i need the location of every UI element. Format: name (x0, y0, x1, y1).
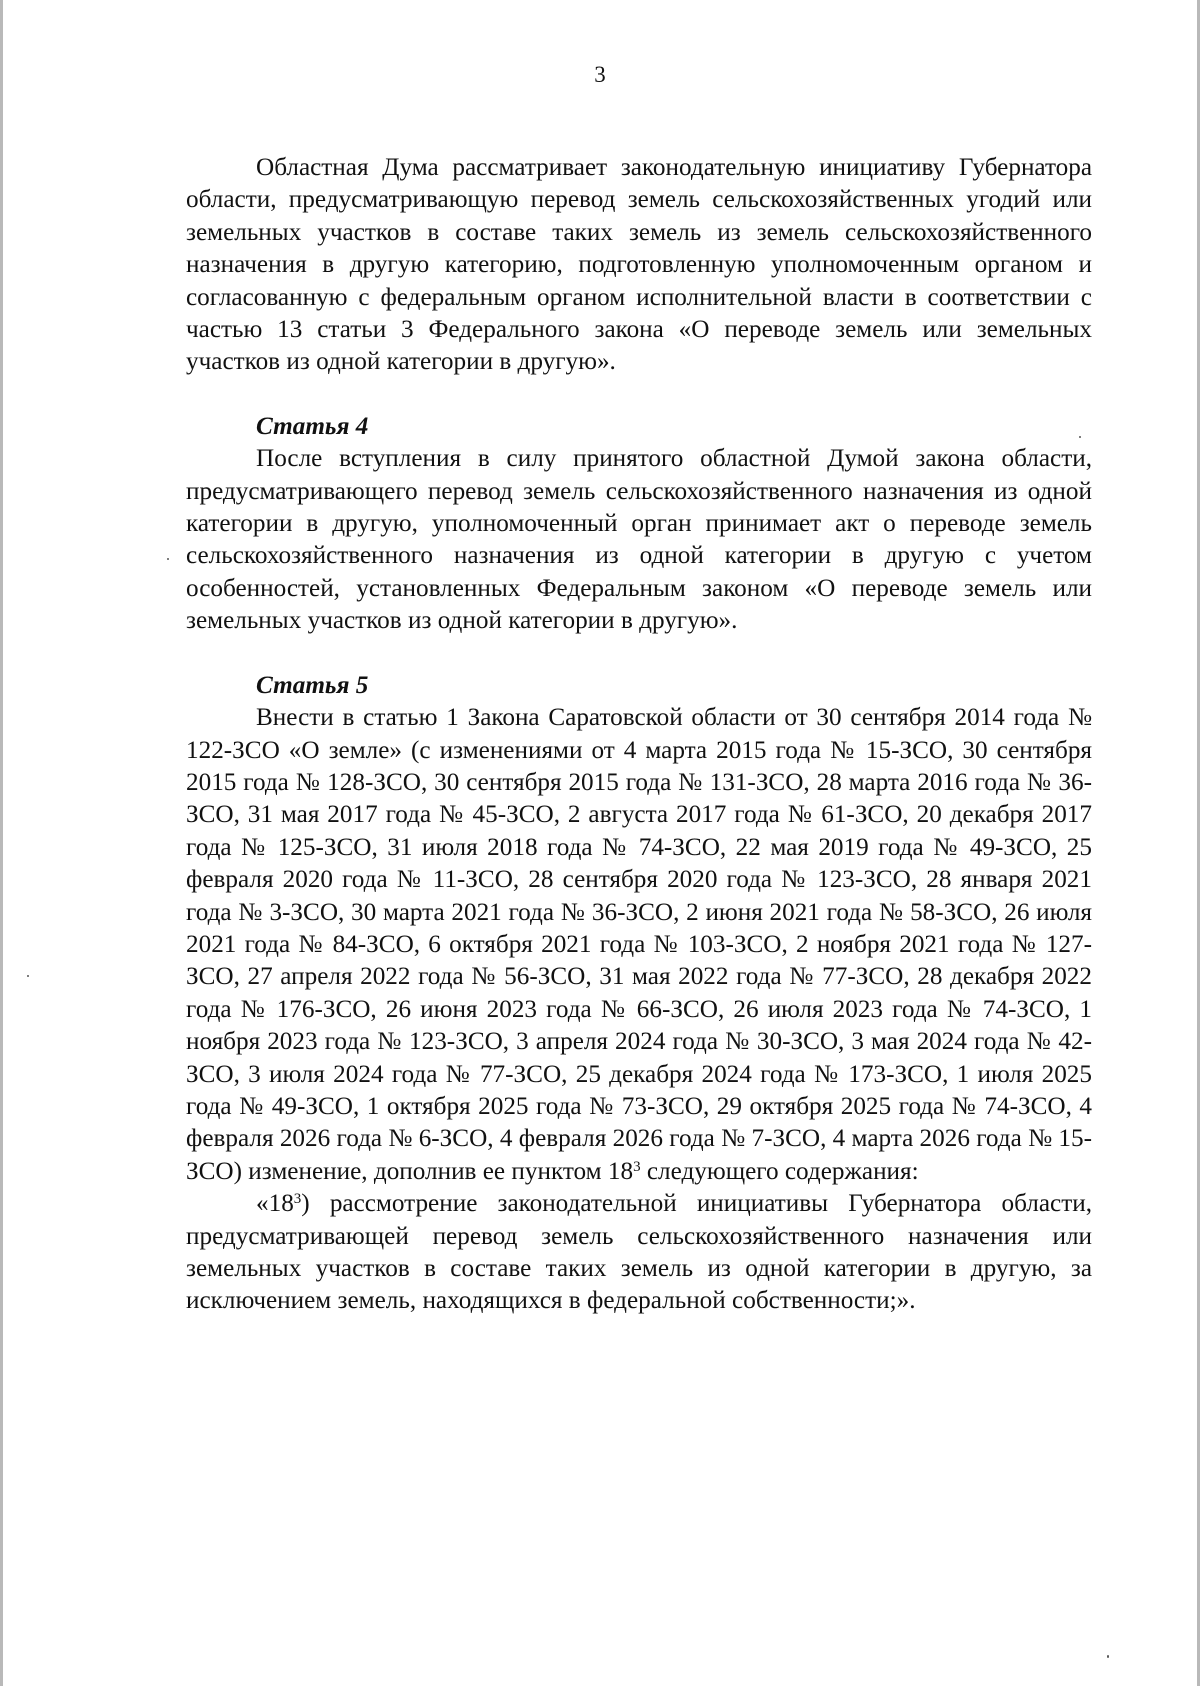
superscript: 3 (633, 1158, 641, 1175)
page-number: 3 (594, 62, 606, 87)
article-4-heading: Статья 4 (256, 412, 369, 440)
article-5-amendment-tail: следующего содержания: (640, 1157, 919, 1185)
scan-speck (167, 558, 169, 560)
article-5-amendment-text: Внести в статью 1 Закона Саратовской области от 30 сентября 2014 года № 122-ЗСО «О земле» (с изменениями от 4 марта 2015 года № 15-ЗСО, 30 сентября 2015 года № 128-ЗСО, 30 сентября 2015 года № 131-ЗСО, 28 марта 2016 года № 36-ЗСО, 31 мая 2017 года № 45-ЗСО, 2 августа 2017 года № 61-ЗСО, 20 декабря 2017 года № 125-ЗСО, 31 июля 2018 года № 74-ЗСО, 22 мая 2019 года № 49-ЗСО, 25 февраля 2020 года № 11-ЗСО, 28 сентября 2020 года № 123-ЗСО, 28 января 2021 года № 3-ЗСО, 30 марта 2021 года № 36-ЗСО, 2 июня 2021 года № 58-ЗСО, 26 июля 2021 года № 84-ЗСО, 6 октября 2021 года № 103-ЗСО, 2 ноября 2021 года № 127-ЗСО, 27 апреля 2022 года № 56-ЗСО, 31 мая 2022 года № 77-ЗСО, 28 декабря 2022 года № 176-ЗСО, 26 июня 2023 года № 66-ЗСО, 26 июля 2023 года № 74-ЗСО, 1 ноября 2023 года № 123-ЗСО, 3 апреля 2024 года № 30-ЗСО, 3 мая 2024 года № 42-ЗСО, 3 июля 2024 года № 77-ЗСО, 25 декабря 2024 года № 173-ЗСО, 1 июля 2025 года № 49-ЗСО, 1 октября 2025 года № 73-ЗСО, 29 октября 2025 года № 74-ЗСО, 4 февраля 2026 года № 6-ЗСО, 4 февраля 2026 года № 7-ЗСО, 4 марта 2026 года № 15-ЗСО) изменение, дополнив ее пунктом 18 (186, 704, 1092, 1185)
scan-edge-left (0, 0, 3, 1686)
superscript: 3 (293, 1190, 302, 1207)
scan-speck (1107, 1655, 1109, 1658)
document-body (186, 152, 1092, 1318)
spacer (186, 379, 1092, 411)
article-5-paragraph-quote (186, 1188, 1092, 1318)
scan-speck (27, 975, 29, 977)
article-5-heading: Статья 5 (256, 671, 369, 699)
scan-speck (1079, 436, 1081, 438)
spacer (186, 638, 1092, 670)
article-3-paragraph: Областная Дума рассматривает законодательную инициативу Губернатора области, предусматривающую перевод земель сельскохозяйственных угодий или земельных участков в составе таких земель из земель сельскохозяйственного назначения в другую категорию, подготовленную уполномоченным органом и согласованную с федеральным органом исполнительной власти в соответствии с частью 13 статьи 3 Федерального закона «О переводе земель или земельных участков из одной категории в другую». (186, 154, 1092, 376)
quote-body: ) рассмотрение законодательной инициативы Губернатора области, предусматривающей перевод земель сельскохозяйственного назначения или земельных участков в составе таких земель из одной категории в другую, за исключением земель, находящихся в федеральной собственности;». (186, 1190, 1092, 1315)
quote-open: «18 (256, 1190, 294, 1218)
article-4-paragraph: После вступления в силу принятого областной Думой закона области, предусматривающего перевод земель сельскохозяйственного назначения из одной категории в другую, уполномоченный орган принимает акт о переводе земель сельскохозяйственного назначения из одной категории в другую с учетом особенностей, установленных Федеральным законом «О переводе земель или земельных участков из одной категории в другую». (186, 445, 1092, 635)
article-5-paragraph-amendment (186, 702, 1092, 1188)
